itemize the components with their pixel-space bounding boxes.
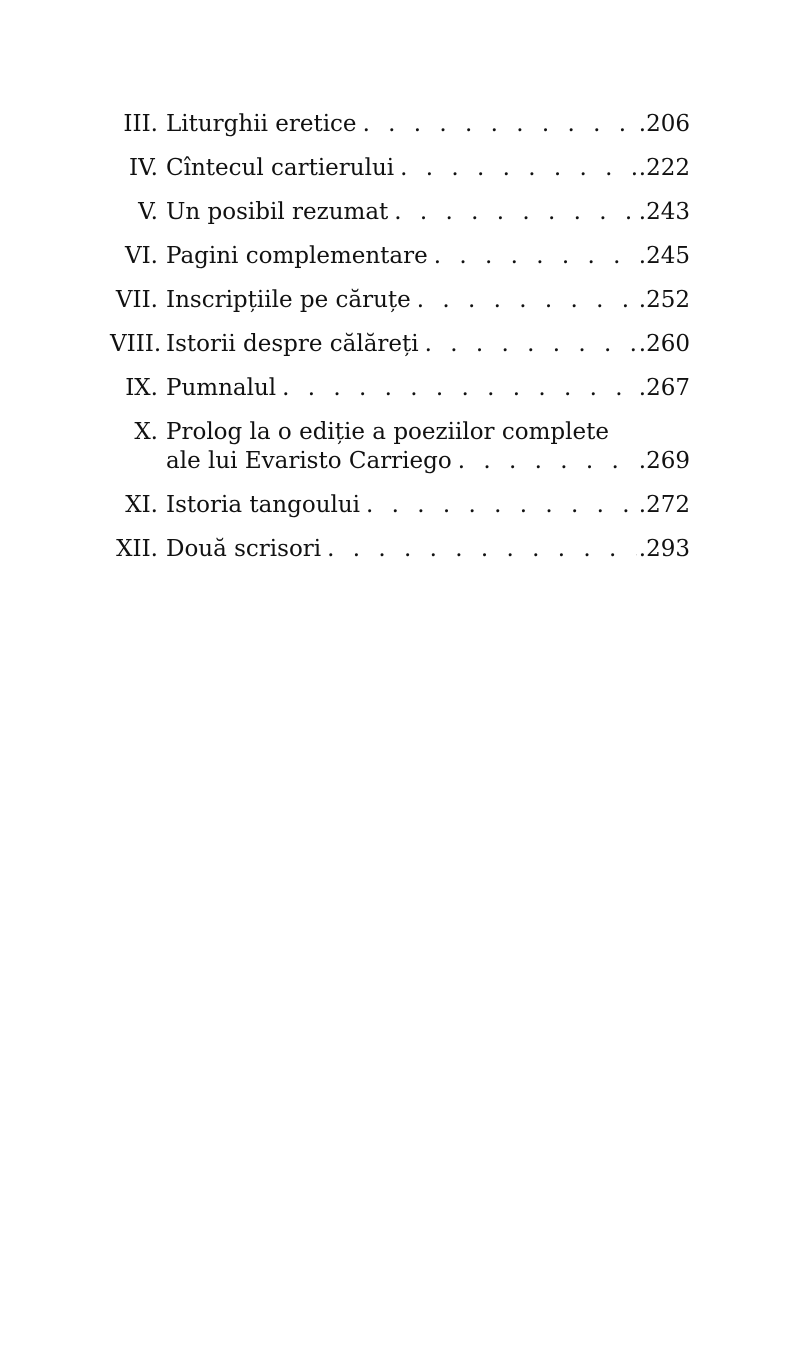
chapter-number: XI. bbox=[125, 492, 158, 518]
dot-leader bbox=[425, 330, 637, 359]
toc-entry-body bbox=[166, 330, 690, 359]
toc-entry-body bbox=[166, 491, 690, 520]
chapter-title: Două scrisori bbox=[166, 536, 322, 562]
toc-entry bbox=[110, 535, 690, 564]
toc-line bbox=[166, 447, 690, 476]
toc-entry bbox=[110, 154, 690, 183]
toc-line bbox=[166, 110, 690, 139]
table-of-contents bbox=[110, 110, 690, 579]
chapter-title: Pumnalul bbox=[166, 375, 277, 401]
dot-leader bbox=[282, 374, 637, 403]
page-number: .272 bbox=[638, 492, 690, 518]
chapter-number: XII. bbox=[116, 536, 158, 562]
chapter-number: V. bbox=[138, 199, 158, 225]
chapter-title: Liturghii eretice bbox=[166, 111, 357, 137]
toc-entry-body bbox=[166, 154, 690, 183]
chapter-title: Cîntecul cartierului bbox=[166, 155, 395, 181]
toc-line bbox=[166, 286, 690, 315]
chapter-number: VII. bbox=[115, 287, 158, 313]
dot-leader bbox=[458, 447, 637, 476]
toc-entry-body bbox=[166, 286, 690, 315]
toc-entry bbox=[110, 242, 690, 271]
toc-entry-body bbox=[166, 535, 690, 564]
chapter-title: Un posibil rezumat bbox=[166, 199, 389, 225]
chapter-number: X. bbox=[134, 419, 158, 445]
chapter-number: IV. bbox=[129, 155, 158, 181]
page-number: .269 bbox=[638, 448, 690, 474]
page-number: .252 bbox=[638, 287, 690, 313]
chapter-number: VI. bbox=[124, 243, 158, 269]
toc-entry-body bbox=[166, 198, 690, 227]
toc-entry bbox=[110, 491, 690, 520]
toc-entry bbox=[110, 198, 690, 227]
page-number: .243 bbox=[638, 199, 690, 225]
toc-line bbox=[166, 491, 690, 520]
chapter-number: IX. bbox=[125, 375, 158, 401]
toc-line bbox=[166, 242, 690, 271]
dot-leader bbox=[363, 110, 637, 139]
page-number: .245 bbox=[638, 243, 690, 269]
toc-line bbox=[166, 535, 690, 564]
page-number: .206 bbox=[638, 111, 690, 137]
chapter-title: Inscripțiile pe căruțe bbox=[166, 287, 411, 313]
page-number: .293 bbox=[638, 536, 690, 562]
toc-entry-body bbox=[166, 110, 690, 139]
toc-entry-body bbox=[166, 242, 690, 271]
toc-line bbox=[166, 374, 690, 403]
toc-line bbox=[166, 330, 690, 359]
page-number: .222 bbox=[638, 155, 690, 181]
toc-entry-body bbox=[166, 418, 690, 476]
dot-leader bbox=[327, 535, 637, 564]
dot-leader bbox=[366, 491, 637, 520]
chapter-title: Istorii despre călăreți bbox=[166, 331, 419, 357]
toc-entry bbox=[110, 286, 690, 315]
toc-entry bbox=[110, 374, 690, 403]
dot-leader bbox=[434, 242, 637, 271]
chapter-title: Prolog la o ediție a poeziilor complete bbox=[166, 419, 609, 445]
toc-entry bbox=[110, 110, 690, 139]
chapter-title-continued: ale lui Evaristo Carriego bbox=[166, 448, 452, 474]
page-number: .260 bbox=[638, 331, 690, 357]
dot-leader bbox=[417, 286, 637, 315]
chapter-number: VIII. bbox=[110, 331, 162, 357]
toc-line bbox=[166, 418, 690, 447]
dot-leader bbox=[394, 198, 636, 227]
toc-entry-body bbox=[166, 374, 690, 403]
toc-entry bbox=[110, 418, 690, 476]
dot-leader bbox=[400, 154, 637, 183]
toc-line bbox=[166, 198, 690, 227]
chapter-title: Pagini complementare bbox=[166, 243, 428, 269]
chapter-number: III. bbox=[123, 111, 158, 137]
toc-entry bbox=[110, 330, 690, 359]
toc-line bbox=[166, 154, 690, 183]
page-number: .267 bbox=[638, 375, 690, 401]
chapter-title: Istoria tangoului bbox=[166, 492, 361, 518]
